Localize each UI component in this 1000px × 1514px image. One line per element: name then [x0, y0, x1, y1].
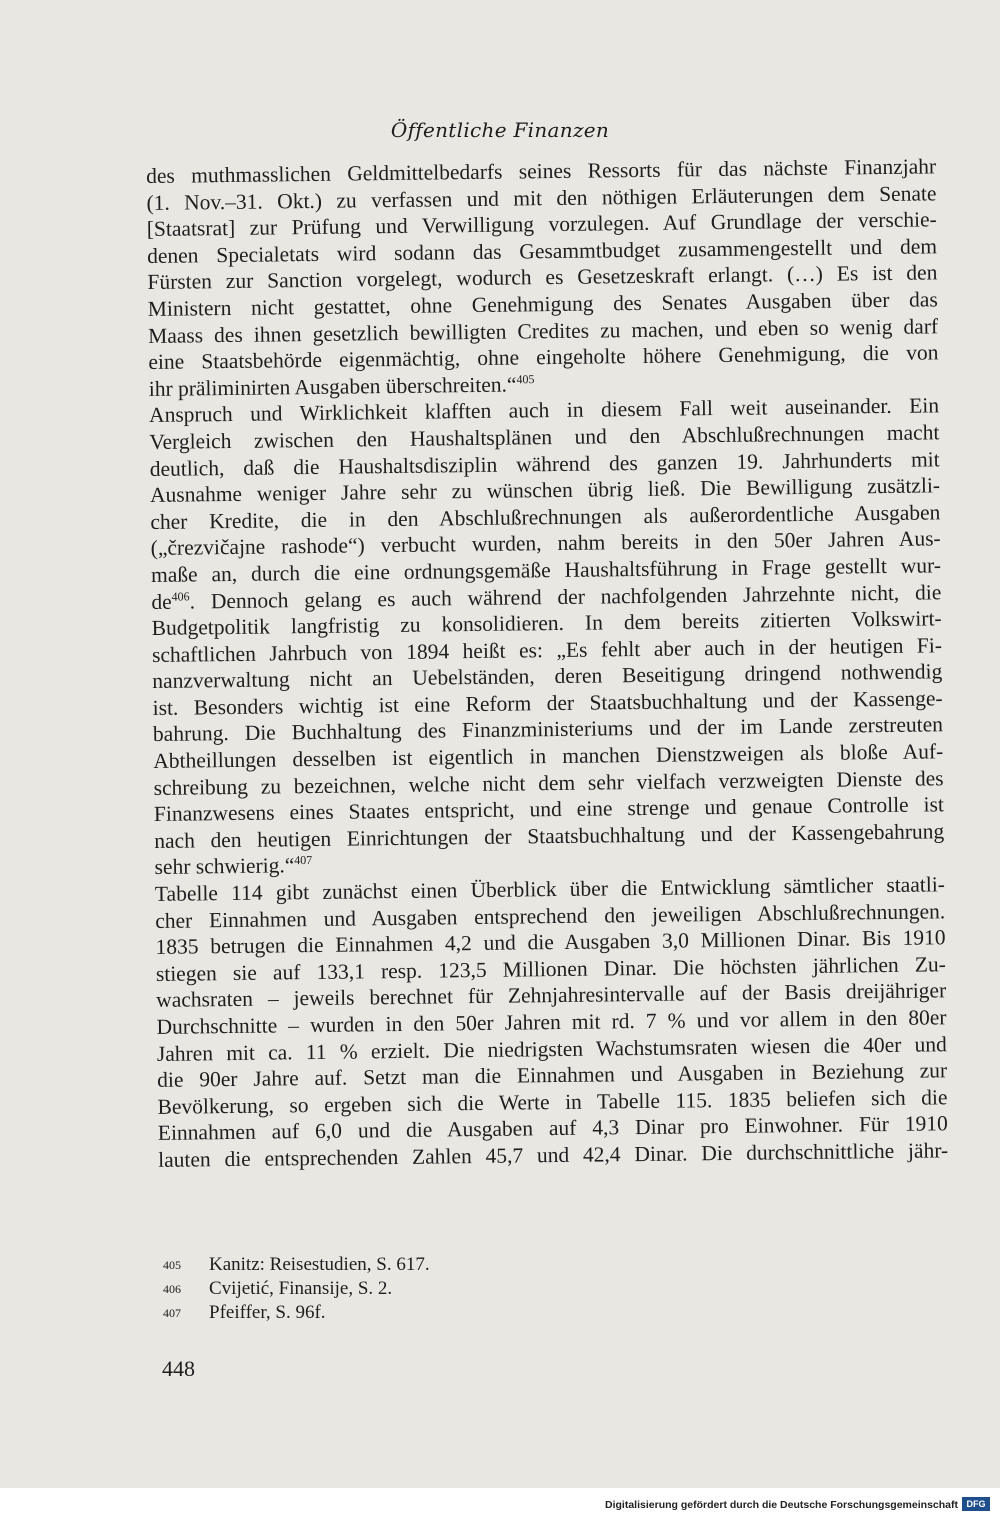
- text-line: schreibung zu bezeichnen, welche nicht dem sehr vielfach verzweigten Dienste des: [153, 765, 944, 800]
- footnote-ref-406[interactable]: 406: [171, 588, 190, 604]
- running-head: Öffentliche Finanzen: [390, 118, 610, 142]
- footnote: [163, 1301, 863, 1325]
- text-line: nach den heutigen Einrichtungen der Staatsbuchhaltung und der Kassengebahrung: [154, 819, 945, 853]
- footnote: [163, 1277, 863, 1301]
- text-line: lauten die entsprechenden Zahlen 45,7 und 42,4 Dinar. Die durchschnittliche jähr-: [158, 1138, 949, 1172]
- text-line: Ministern nicht gestattet, ohne Genehmigung des Senates Ausgaben über das: [147, 287, 938, 321]
- text-line: 1835 betrugen die Einnahmen 4,2 und die Ausgaben 3,0 Millionen Dinar. Bis 1910: [155, 925, 946, 960]
- text-line: [Staatsrat] zur Prüfung und Verwilligung vorzulegen. Auf Grundlage der verschie-: [146, 207, 937, 242]
- text-line: cher Kredite, die in den Abschlußrechnungen als außerordentliche Ausgaben: [150, 500, 941, 534]
- text-line: die 90er Jahre auf. Setzt man die Einnahmen und Ausgaben in Beziehung zur: [157, 1058, 948, 1093]
- text-line: Bevölkerung, so ergeben sich die Werte in Tabelle 115. 1835 beliefen sich die: [157, 1085, 948, 1119]
- page-number: 448: [162, 1356, 195, 1381]
- text-line: maße an, durch die eine ordnungsgemäße Haushaltsführung in Frage gestellt wur-: [150, 553, 942, 587]
- footnote-text: Cvijetić, Finansije, S. 2.: [209, 1278, 393, 1299]
- text-line: Vergleich zwischen den Haushaltsplänen und den Abschlußrechnungen macht: [149, 420, 940, 454]
- text-line: Abtheillungen desselben ist eigentlich in manchen Dienstzweigen als bloße Auf-: [153, 739, 944, 774]
- text-line: schaftlichen Jahrbuch von 1894 heißt es: „Es fehlt aber auch in der heutigen Fi-: [151, 633, 943, 667]
- line-rest: . Dennoch gelang es auch während der nachfolgenden Jahrzehnte nicht, die: [189, 579, 942, 613]
- text-line: Finanzwesens eines Staates entspricht, und eine strenge und genaue Controlle ist: [153, 792, 945, 827]
- footnote-ref-407[interactable]: 407: [294, 853, 313, 868]
- footnote-number: 405: [163, 1258, 181, 1272]
- body-text: [146, 153, 948, 1173]
- text-line: Jahren mit ca. 11 % erzielt. Die niedrigsten Wachstumsraten wiesen die 40er und: [156, 1031, 947, 1066]
- line-start: de: [151, 589, 172, 614]
- footnote-text: Kanitz: Reisestudien, S. 617.: [209, 1254, 430, 1275]
- text-line: Durchschnitte – wurden in den 50er Jahren mit rd. 7 % und vor allem in den 80er: [156, 1005, 947, 1039]
- quote-end: sehr schwierig.“: [154, 853, 295, 880]
- text-line: Maass des ihnen gesetzlich bewilligten Credites zu machen, und eben so wenig darf: [147, 313, 939, 348]
- text-line: cher Einnahmen und Ausgaben entsprechend den jeweiligen Abschlußrechnungen.: [155, 898, 946, 933]
- text-line: Tabelle 114 gibt zunächst einen Überblick über die Entwicklung sämtlicher staatli-: [154, 872, 946, 906]
- text-line: denen Specialetats wird sodann das Gesammtbudget zusammengestellt und dem: [146, 234, 938, 268]
- text-line: deutlich, daß die Haushaltsdisziplin während des ganzen 19. Jahrhunderts mit: [149, 446, 940, 481]
- text-line: nanzverwaltung nicht an Uebelständen, deren Beseitigung dringend nothwendig: [152, 659, 943, 694]
- footnotes: [163, 1253, 863, 1325]
- text-line: stiegen sie auf 133,1 resp. 123,5 Millionen Dinar. Die höchsten jährlichen Zu-: [155, 952, 946, 986]
- dfg-logo: DFG: [962, 1497, 990, 1511]
- footer-credit: Digitalisierung gefördert durch die Deutsche Forschungsgemeinschaft: [605, 1499, 958, 1511]
- footnote-number: 406: [163, 1282, 181, 1296]
- text-line: des muthmasslichen Geldmittelbedarfs seines Ressorts für das nächste Finanzjahr: [146, 154, 937, 188]
- footnote-ref-405[interactable]: 405: [516, 371, 535, 387]
- text-line: Ausnahme weniger Jahre sehr zu wünschen übrig ließ. Die Bewilligung zusätzli-: [149, 473, 941, 508]
- text-line: wachsraten – jeweils berechnet für Zehnjahresintervalle auf der Basis dreijähriger: [156, 978, 947, 1013]
- footnote-text: Pfeiffer, S. 96f.: [209, 1302, 326, 1323]
- text-line: ist. Besonders wichtig ist eine Reform der Staatsbuchhaltung und der Kassenge-: [152, 686, 943, 720]
- footnote-number: 407: [163, 1306, 181, 1320]
- quote-end: ihr präliminirten Ausgaben überschreiten.“: [148, 372, 517, 401]
- text-line: bahrung. Die Buchhaltung des Finanzministeriums und der im Lande zerstreuten: [152, 712, 944, 747]
- text-line: Einnahmen auf 6,0 und die Ausgaben auf 4,3 Dinar pro Einwohner. Für 1910: [157, 1111, 948, 1146]
- text-line: („črezvičajne rashode“) verbucht wurden, nahm bereits in den 50er Jahren Aus-: [150, 526, 941, 561]
- text-line: (1. Nov.–31. Okt.) zu verfassen und mit den nöthigen Erläuterungen dem Senate: [146, 180, 937, 215]
- footnote: [163, 1253, 863, 1277]
- text-line: Fürsten zur Sanction vorgelegt, wodurch es Gesetzeskraft erlangt. (…) Es ist den: [147, 260, 938, 295]
- text-line: Anspruch und Wirklichkeit klafften auch in diesem Fall weit auseinander. Ein: [148, 393, 940, 428]
- text-line: Budgetpolitik langfristig zu konsolidieren. In dem bereits zitierten Volkswirt-: [151, 606, 942, 641]
- text-line: eine Staatsbehörde eigenmächtig, ohne eingeholte höhere Genehmigung, die von: [148, 340, 939, 375]
